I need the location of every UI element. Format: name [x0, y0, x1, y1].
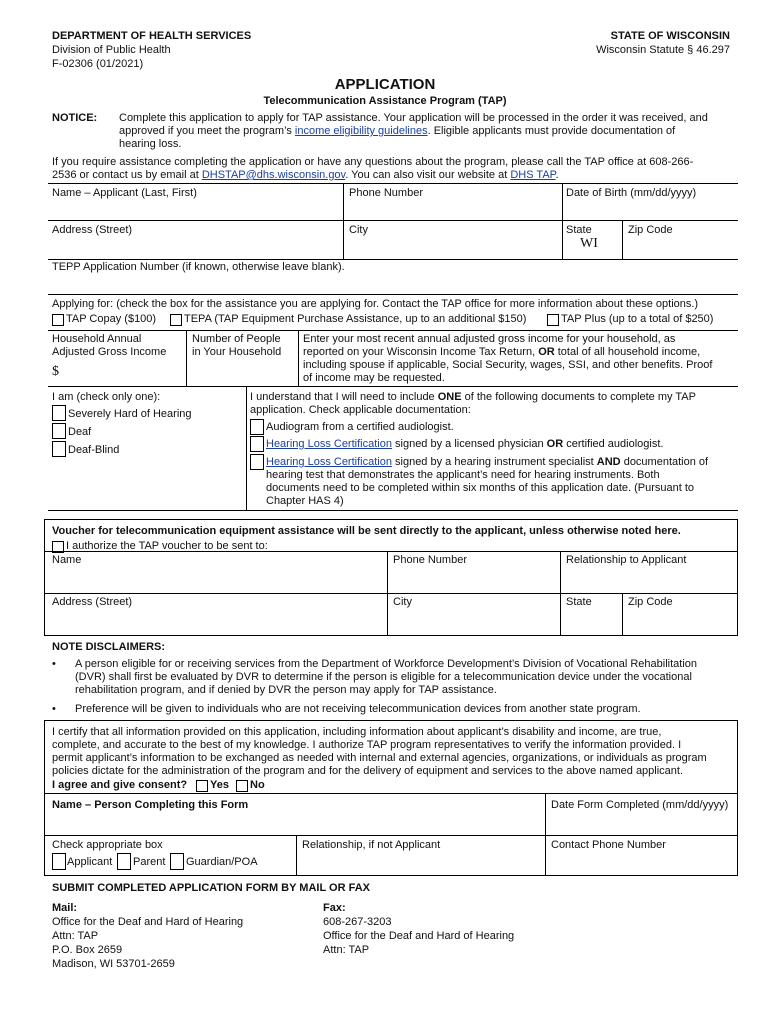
voucher-address-field[interactable] [44, 593, 387, 636]
fax-number: 608-267-3203 [323, 916, 392, 928]
severely-hoh-label: Severely Hard of Hearing [68, 408, 192, 420]
applicant-dob-label: Date of Birth (mm/dd/yyyy) [566, 187, 697, 199]
date-completed-field[interactable] [545, 793, 738, 835]
contact-phone-field[interactable] [545, 835, 738, 876]
fax-line2: Office for the Deaf and Hard of Hearing [323, 930, 515, 942]
agi-dollar-sign: $ [52, 364, 59, 379]
mail-line2: Attn: TAP [52, 930, 99, 942]
date-completed-label: Date Form Completed (mm/dd/yyyy) [551, 799, 729, 811]
voucher-address-label: Address (Street) [52, 596, 133, 608]
applicant-address-label: Address (Street) [52, 224, 133, 236]
statute: Wisconsin Statute § 46.297 [596, 44, 730, 56]
consent-no-label: No [250, 779, 265, 791]
website-link[interactable]: DHS TAP [510, 169, 556, 181]
division-name: Division of Public Health [52, 44, 171, 56]
department-name: DEPARTMENT OF HEALTH SERVICES [52, 30, 252, 42]
deaf-checkbox[interactable] [52, 423, 66, 439]
household-size-input[interactable] [188, 360, 296, 384]
contact-phone-label: Contact Phone Number [551, 839, 666, 851]
form-number: F-02306 (01/2021) [52, 58, 144, 70]
certify-line2: complete, and accurate to the best of my knowledge. I authorize TAP program representatives to verify the information provided. I [52, 739, 682, 751]
severely-hoh-checkbox[interactable] [52, 405, 66, 421]
applicant-name-label: Name – Applicant (Last, First) [52, 187, 197, 199]
hearing-loss-cert-link-2[interactable]: Hearing Loss Certification [266, 456, 392, 468]
parent-option-label: Parent [133, 856, 166, 868]
state-name: STATE OF WISCONSIN [610, 30, 730, 42]
docs-intro-line1: I understand that I will need to include ONE of the following documents to complete my TAP [250, 391, 696, 403]
applicant-city-field[interactable] [343, 220, 562, 259]
person-completing-label: Name – Person Completing this Form [52, 799, 249, 811]
agi-label-line1: Household Annual [52, 333, 142, 345]
docs-intro-line2: application. Check applicable documentation: [250, 404, 471, 416]
submit-heading: SUBMIT COMPLETED APPLICATION FORM BY MAIL OR FAX [52, 882, 370, 894]
applicant-address-field[interactable] [48, 220, 343, 259]
agi-label-line2: Adjusted Gross Income [52, 346, 167, 358]
iam-label: I am (check only one): [52, 391, 161, 403]
parent-checkbox[interactable] [117, 853, 131, 870]
tap-plus-label: TAP Plus (up to a total of $250) [561, 313, 714, 325]
check-box-label: Check appropriate box [52, 839, 163, 851]
physician-cert-label: Hearing Loss Certification signed by a licensed physician OR certified audiologist. [266, 438, 664, 450]
applicant-state-value[interactable]: WI [580, 236, 598, 251]
physician-cert-checkbox[interactable] [250, 436, 264, 452]
income-instructions-line4: of income may be requested. [303, 372, 445, 384]
mail-line4: Madison, WI 53701-2659 [52, 958, 175, 970]
tepa-checkbox[interactable] [170, 314, 182, 326]
tap-copay-label: TAP Copay ($100) [66, 313, 157, 325]
voucher-phone-field[interactable] [387, 551, 560, 593]
voucher-phone-label: Phone Number [393, 554, 467, 566]
relationship-label: Relationship, if not Applicant [302, 839, 441, 851]
email-link[interactable]: DHSTAP@dhs.wisconsin.gov [201, 169, 346, 181]
deaf-blind-checkbox[interactable] [52, 441, 66, 457]
applicant-dob-field[interactable] [562, 183, 738, 220]
deaf-blind-label: Deaf-Blind [68, 444, 120, 456]
voucher-heading: Voucher for telecommunication equipment assistance will be sent directly to the applicant, unless otherwise noted here. [52, 525, 681, 537]
applicant-phone-label: Phone Number [349, 187, 423, 199]
certify-line4: policies dictate for the administration of the program and for the delivery of equipment and services to the above named applicant. [52, 765, 684, 777]
disclaimer-1-line2: (DVR) shall first be evaluated by DVR to determine if the person is eligible for a telecommunication device under the vocational [75, 671, 692, 683]
income-guidelines-link[interactable]: income eligibility guidelines [294, 125, 428, 137]
household-size-label-line2: in Your Household [192, 346, 282, 358]
specialist-cert-label-line3: documents need to be completed within six months of this application date. (Pursuant to [266, 482, 695, 494]
tap-copay-checkbox[interactable] [52, 314, 64, 326]
disclaimer-1-line3: rehabilitation program, and if denied by DVR the person may apply for TAP assistance. [75, 684, 497, 696]
voucher-zip-field[interactable] [622, 593, 738, 636]
consent-yes-checkbox[interactable] [196, 780, 208, 792]
voucher-authorize-label: I authorize the TAP voucher to be sent to: [66, 540, 268, 552]
fax-label: Fax: [323, 902, 346, 914]
voucher-city-field[interactable] [387, 593, 560, 636]
consent-no-checkbox[interactable] [236, 780, 248, 792]
notice-text-line3: hearing loss. [119, 138, 182, 150]
mail-label: Mail: [52, 902, 78, 914]
tepp-number-label: TEPP Application Number (if known, otherwise leave blank). [52, 261, 345, 273]
income-instructions-line2: reported on your Wisconsin Income Tax Return, OR total of all household income, [303, 346, 701, 358]
applicant-zip-field[interactable] [622, 220, 738, 259]
applicant-phone-field[interactable] [343, 183, 562, 220]
specialist-cert-label-line1: Hearing Loss Certification signed by a hearing instrument specialist AND documentation of [266, 456, 709, 468]
voucher-state-field[interactable] [560, 593, 622, 636]
applicant-name-field[interactable] [48, 183, 343, 220]
notice-label: NOTICE: [52, 112, 98, 124]
contact-text-line2: 2536 or contact us by email at DHSTAP@dhs.wisconsin.gov. You can also visit our website at DHS TAP. [52, 169, 559, 181]
certify-line3: permit applicant’s information to be exchanged as needed with internal and external agencies, organizations, or individuals as program [52, 752, 707, 764]
applicant-option-label: Applicant [67, 856, 113, 868]
household-size-label-line1: Number of People [192, 333, 281, 345]
notice-text-line2: approved if you meet the program’s income eligibility guidelines. Eligible applicants must provide documentation of [119, 125, 676, 137]
guardian-checkbox[interactable] [170, 853, 184, 870]
mail-line3: P.O. Box 2659 [52, 944, 123, 956]
disclaimers-heading: NOTE DISCLAIMERS: [52, 641, 166, 653]
consent-question: I agree and give consent? [52, 779, 188, 791]
tap-plus-checkbox[interactable] [547, 314, 559, 326]
fax-line3: Attn: TAP [323, 944, 370, 956]
relationship-field[interactable] [296, 835, 545, 876]
specialist-cert-label-line2: hearing test that demonstrates the applicant’s need for hearing instruments. Both [266, 469, 660, 481]
voucher-relationship-field[interactable] [560, 551, 738, 593]
mail-line1: Office for the Deaf and Hard of Hearing [52, 916, 244, 928]
voucher-name-field[interactable] [44, 551, 387, 593]
agi-input[interactable] [66, 360, 182, 382]
audiogram-label: Audiogram from a certified audiologist. [266, 421, 454, 433]
specialist-cert-checkbox[interactable] [250, 454, 264, 470]
applicant-zip-label: Zip Code [628, 224, 673, 236]
voucher-city-label: City [393, 596, 412, 608]
voucher-zip-label: Zip Code [628, 596, 673, 608]
tepa-label: TEPA (TAP Equipment Purchase Assistance, up to an additional $150) [184, 313, 527, 325]
applicant-state-label: State [566, 224, 592, 236]
voucher-name-label: Name [52, 554, 82, 566]
page-title: APPLICATION [334, 76, 436, 93]
tepp-number-field[interactable] [48, 274, 738, 294]
bullet-1: • [52, 658, 56, 670]
disclaimer-1-line1: A person eligible for or receiving services from the Department of Workforce Development’s Division of Vocational Rehabilitation [75, 658, 698, 670]
bullet-2: • [52, 703, 56, 715]
guardian-option-label: Guardian/POA [186, 856, 258, 868]
audiogram-checkbox[interactable] [250, 419, 264, 435]
applicant-checkbox[interactable] [52, 853, 66, 870]
deaf-label: Deaf [68, 426, 92, 438]
notice-text-line1: Complete this application to apply for TAP assistance. Your application will be processed in the order it was received, and [119, 112, 708, 124]
income-instructions-line3: including spouse if applicable, Social Security, wages, SSI, and other benefits. Proof [303, 359, 713, 371]
certify-line1: I certify that all information provided on this application, including information about applicant’s disability and income, are true, [52, 726, 662, 738]
page-subtitle: Telecommunication Assistance Program (TAP) [263, 95, 507, 107]
income-instructions-line1: Enter your most recent annual adjusted gross income for your household, as [303, 333, 676, 345]
contact-text-line1: If you require assistance completing the application or have any questions about the program, please call the TAP office at 608-266- [52, 156, 694, 168]
voucher-relationship-label: Relationship to Applicant [566, 554, 687, 566]
specialist-cert-label-line4: Chapter HAS 4) [266, 495, 344, 507]
disclaimer-2: Preference will be given to individuals who are not receiving telecommunication devices from another state program. [75, 703, 641, 715]
applicant-city-label: City [349, 224, 368, 236]
person-completing-field[interactable] [44, 793, 545, 835]
hearing-loss-cert-link-1[interactable]: Hearing Loss Certification [266, 438, 392, 450]
applying-for-text: Applying for: (check the box for the assistance you are applying for. Contact the TAP office for more information about these options.) [52, 298, 699, 310]
voucher-state-label: State [566, 596, 592, 608]
consent-yes-label: Yes [210, 779, 229, 791]
